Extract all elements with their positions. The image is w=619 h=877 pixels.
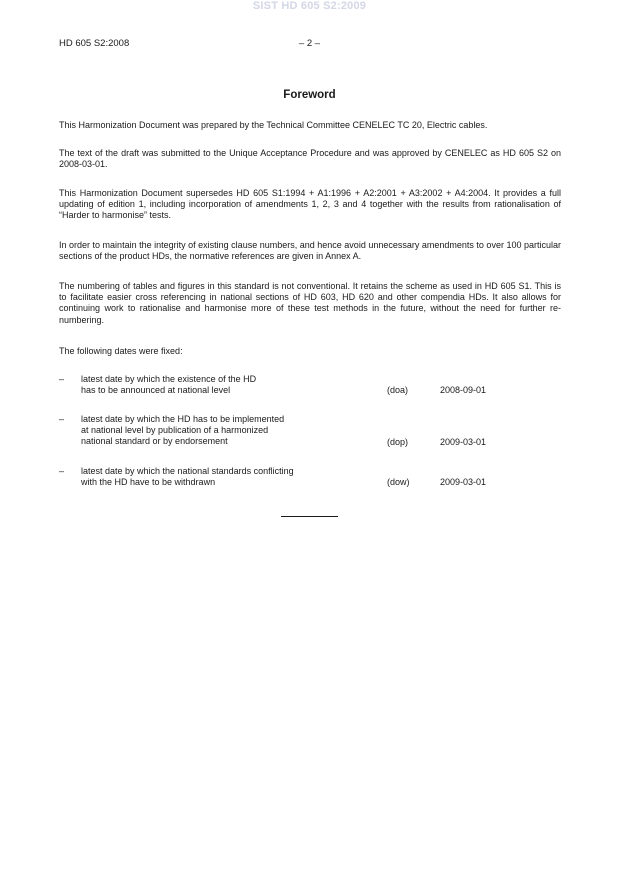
paragraph-supersedes: This Harmonization Document supersedes HD 605 S1:1994 + A1:1996 + A2:2001 + A3:2002 + A4:2004. It provides a full updating of edition 1, including incorporation of amendments 1, 2, 3 and 4 together with the results from rationalisation of “Harder to harmonise” tests. bbox=[59, 188, 561, 221]
date-description-line: latest date by which the existence of the HD bbox=[81, 374, 257, 384]
watermark: SIST HD 605 S2:2009 bbox=[252, 0, 367, 12]
paragraph-approval: The text of the draft was submitted to the Unique Acceptance Procedure and was approved by CENELEC as HD 605 S2 on 2008-03-01. bbox=[59, 148, 561, 170]
end-divider bbox=[281, 516, 338, 517]
date-description-line: national standard or by endorsement bbox=[81, 436, 228, 447]
date-value: 2009-03-01 bbox=[440, 476, 487, 487]
date-code: (dow) bbox=[387, 476, 410, 487]
page-number: – 2 – bbox=[298, 38, 321, 49]
date-description bbox=[81, 466, 361, 488]
header-doc-id: HD 605 S2:2008 bbox=[59, 38, 130, 49]
date-row-doa bbox=[59, 374, 561, 396]
list-dash: – bbox=[59, 414, 65, 424]
date-description-line: latest date by which the national standards conflicting bbox=[81, 466, 294, 476]
date-value: 2009-03-01 bbox=[440, 436, 487, 447]
page-title: Foreword bbox=[283, 89, 336, 101]
date-value: 2008-09-01 bbox=[440, 384, 487, 395]
paragraph-numbering: The numbering of tables and figures in this standard is not conventional. It retains the scheme as used in HD 605 S1. This is to facilitate easier cross referencing in national sections of HD 603, HD 620 and other compendia HDs. It also allows for continuing work to rationalise and harmonise more of these test methods in the future, without the need for further re-numbering. bbox=[59, 281, 561, 325]
date-code: (doa) bbox=[387, 384, 409, 395]
date-description bbox=[81, 374, 361, 396]
date-description-line: latest date by which the HD has to be implemented bbox=[81, 414, 285, 424]
paragraph-normative-references: In order to maintain the integrity of existing clause numbers, and hence avoid unnecessary amendments to over 100 particular sections of the product HDs, the normative references are given in Annex A. bbox=[59, 240, 561, 262]
date-description-line: has to be announced at national level bbox=[81, 385, 231, 396]
list-dash: – bbox=[59, 466, 65, 476]
date-description bbox=[81, 414, 361, 448]
date-row-dop bbox=[59, 414, 561, 448]
paragraph-dates-intro: The following dates were fixed: bbox=[59, 346, 183, 356]
date-description-line: at national level by publication of a harmonized bbox=[81, 425, 269, 436]
paragraph-prepared-by: This Harmonization Document was prepared by the Technical Committee CENELEC TC 20, Electric cables. bbox=[59, 120, 488, 130]
date-row-dow bbox=[59, 466, 561, 488]
date-code: (dop) bbox=[387, 436, 409, 447]
list-dash: – bbox=[59, 374, 65, 384]
date-description-line: with the HD have to be withdrawn bbox=[81, 477, 216, 488]
